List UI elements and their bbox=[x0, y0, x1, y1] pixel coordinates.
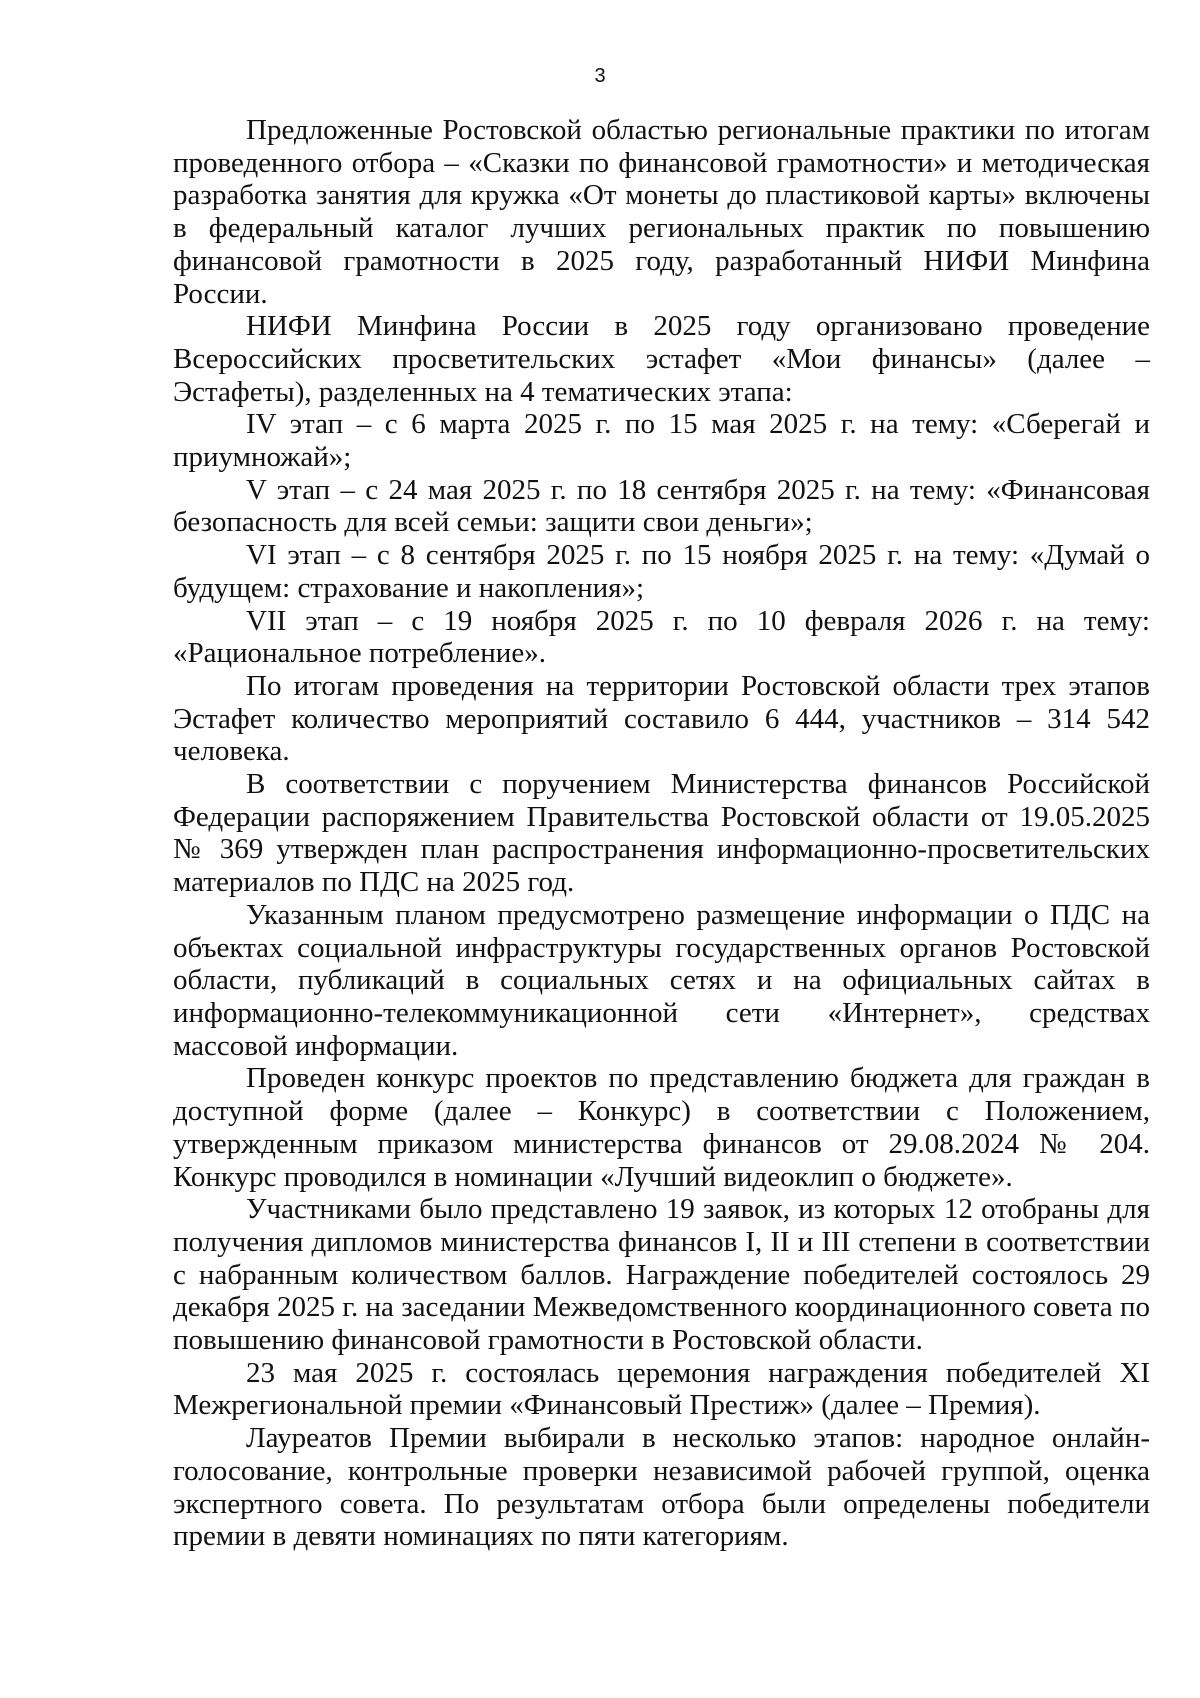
paragraph-plan-details: Указанным планом предусмотрено размещение информации о ПДС на объектах социальной инфраструктуры государственных органов Ростовской области, публикаций в социальных сетях и на официальных сайтах в информационно-телекоммуникационной сети «Интернет», средствах массовой информации. bbox=[173, 898, 1150, 1062]
paragraph-budget-contest: Проведен конкурс проектов по представлению бюджета для граждан в доступной форме (далее – Конкурс) в соответствии с Положением, утвержденным приказом министерства финансов от 29.08.2024 № 204. Конкурс проводился в номинации «Лучший видеоклип о бюджете». bbox=[173, 1062, 1150, 1193]
paragraph-relay-results: По итогам проведения на территории Ростовской области трех этапов Эстафет количество мероприятий составило 6 444, участников – 314 542 человека. bbox=[173, 669, 1150, 768]
paragraph-award-laureates: Лауреатов Премии выбирали в несколько этапов: народное онлайн-голосование, контрольные проверки независимой рабочей группой, оценка экспертного совета. По результатам отбора были определены победители премии в девяти номинациях по пяти категориям. bbox=[173, 1422, 1150, 1553]
paragraph-contest-results: Участниками было представлено 19 заявок, из которых 12 отобраны для получения дипломов министерства финансов I, II и III степени в соответствии с набранным количеством баллов. Награждение победителей состоялось 29 декабря 2025 г. на заседании Межведомственного координационного совета по повышению финансовой грамотности в Ростовской области. bbox=[173, 1193, 1150, 1357]
paragraph-stage-vi: VI этап – с 8 сентября 2025 г. по 15 ноября 2025 г. на тему: «Думай о будущем: страхование и накопления»; bbox=[173, 539, 1150, 604]
paragraph-stage-v: V этап – с 24 мая 2025 г. по 18 сентября 2025 г. на тему: «Финансовая безопасность для всей семьи: защити свои деньги»; bbox=[173, 473, 1150, 539]
paragraph-relay-intro: НИФИ Минфина России в 2025 году организовано проведение Всероссийских просветительских эстафет «Мои финансы» (далее – Эстафеты), разделенных на 4 тематических этапа: bbox=[173, 310, 1150, 408]
paragraph-distribution-plan: В соответствии с поручением Министерства финансов Российской Федерации распоряжением Правительства Ростовской области от 19.05.2025 № 369 утвержден план распространения информационно-просветительских материалов по ПДС на 2025 год. bbox=[173, 768, 1150, 899]
page-number: 3 bbox=[594, 65, 606, 87]
paragraph-regional-practices: Предложенные Ростовской областью региональные практики по итогам проведенного отбора – «Сказки по финансовой грамотности» и методическая разработка занятия для кружка «От монеты до пластиковой карты» включены в федеральный каталог лучших региональных практик по повышению финансовой грамотности в 2025 году, разработанный НИФИ Минфина России. bbox=[173, 114, 1150, 310]
document-body bbox=[173, 114, 1150, 1553]
paragraph-stage-iv: IV этап – с 6 марта 2025 г. по 15 мая 2025 г. на тему: «Сберегай и приумножай»; bbox=[173, 408, 1150, 474]
paragraph-stage-vii: VII этап – с 19 ноября 2025 г. по 10 февраля 2026 г. на тему: «Рациональное потребление». bbox=[173, 604, 1150, 670]
paragraph-award-ceremony: 23 мая 2025 г. состоялась церемония награждения победителей XI Межрегиональной премии «Финансовый Престиж» (далее – Премия). bbox=[173, 1356, 1150, 1422]
